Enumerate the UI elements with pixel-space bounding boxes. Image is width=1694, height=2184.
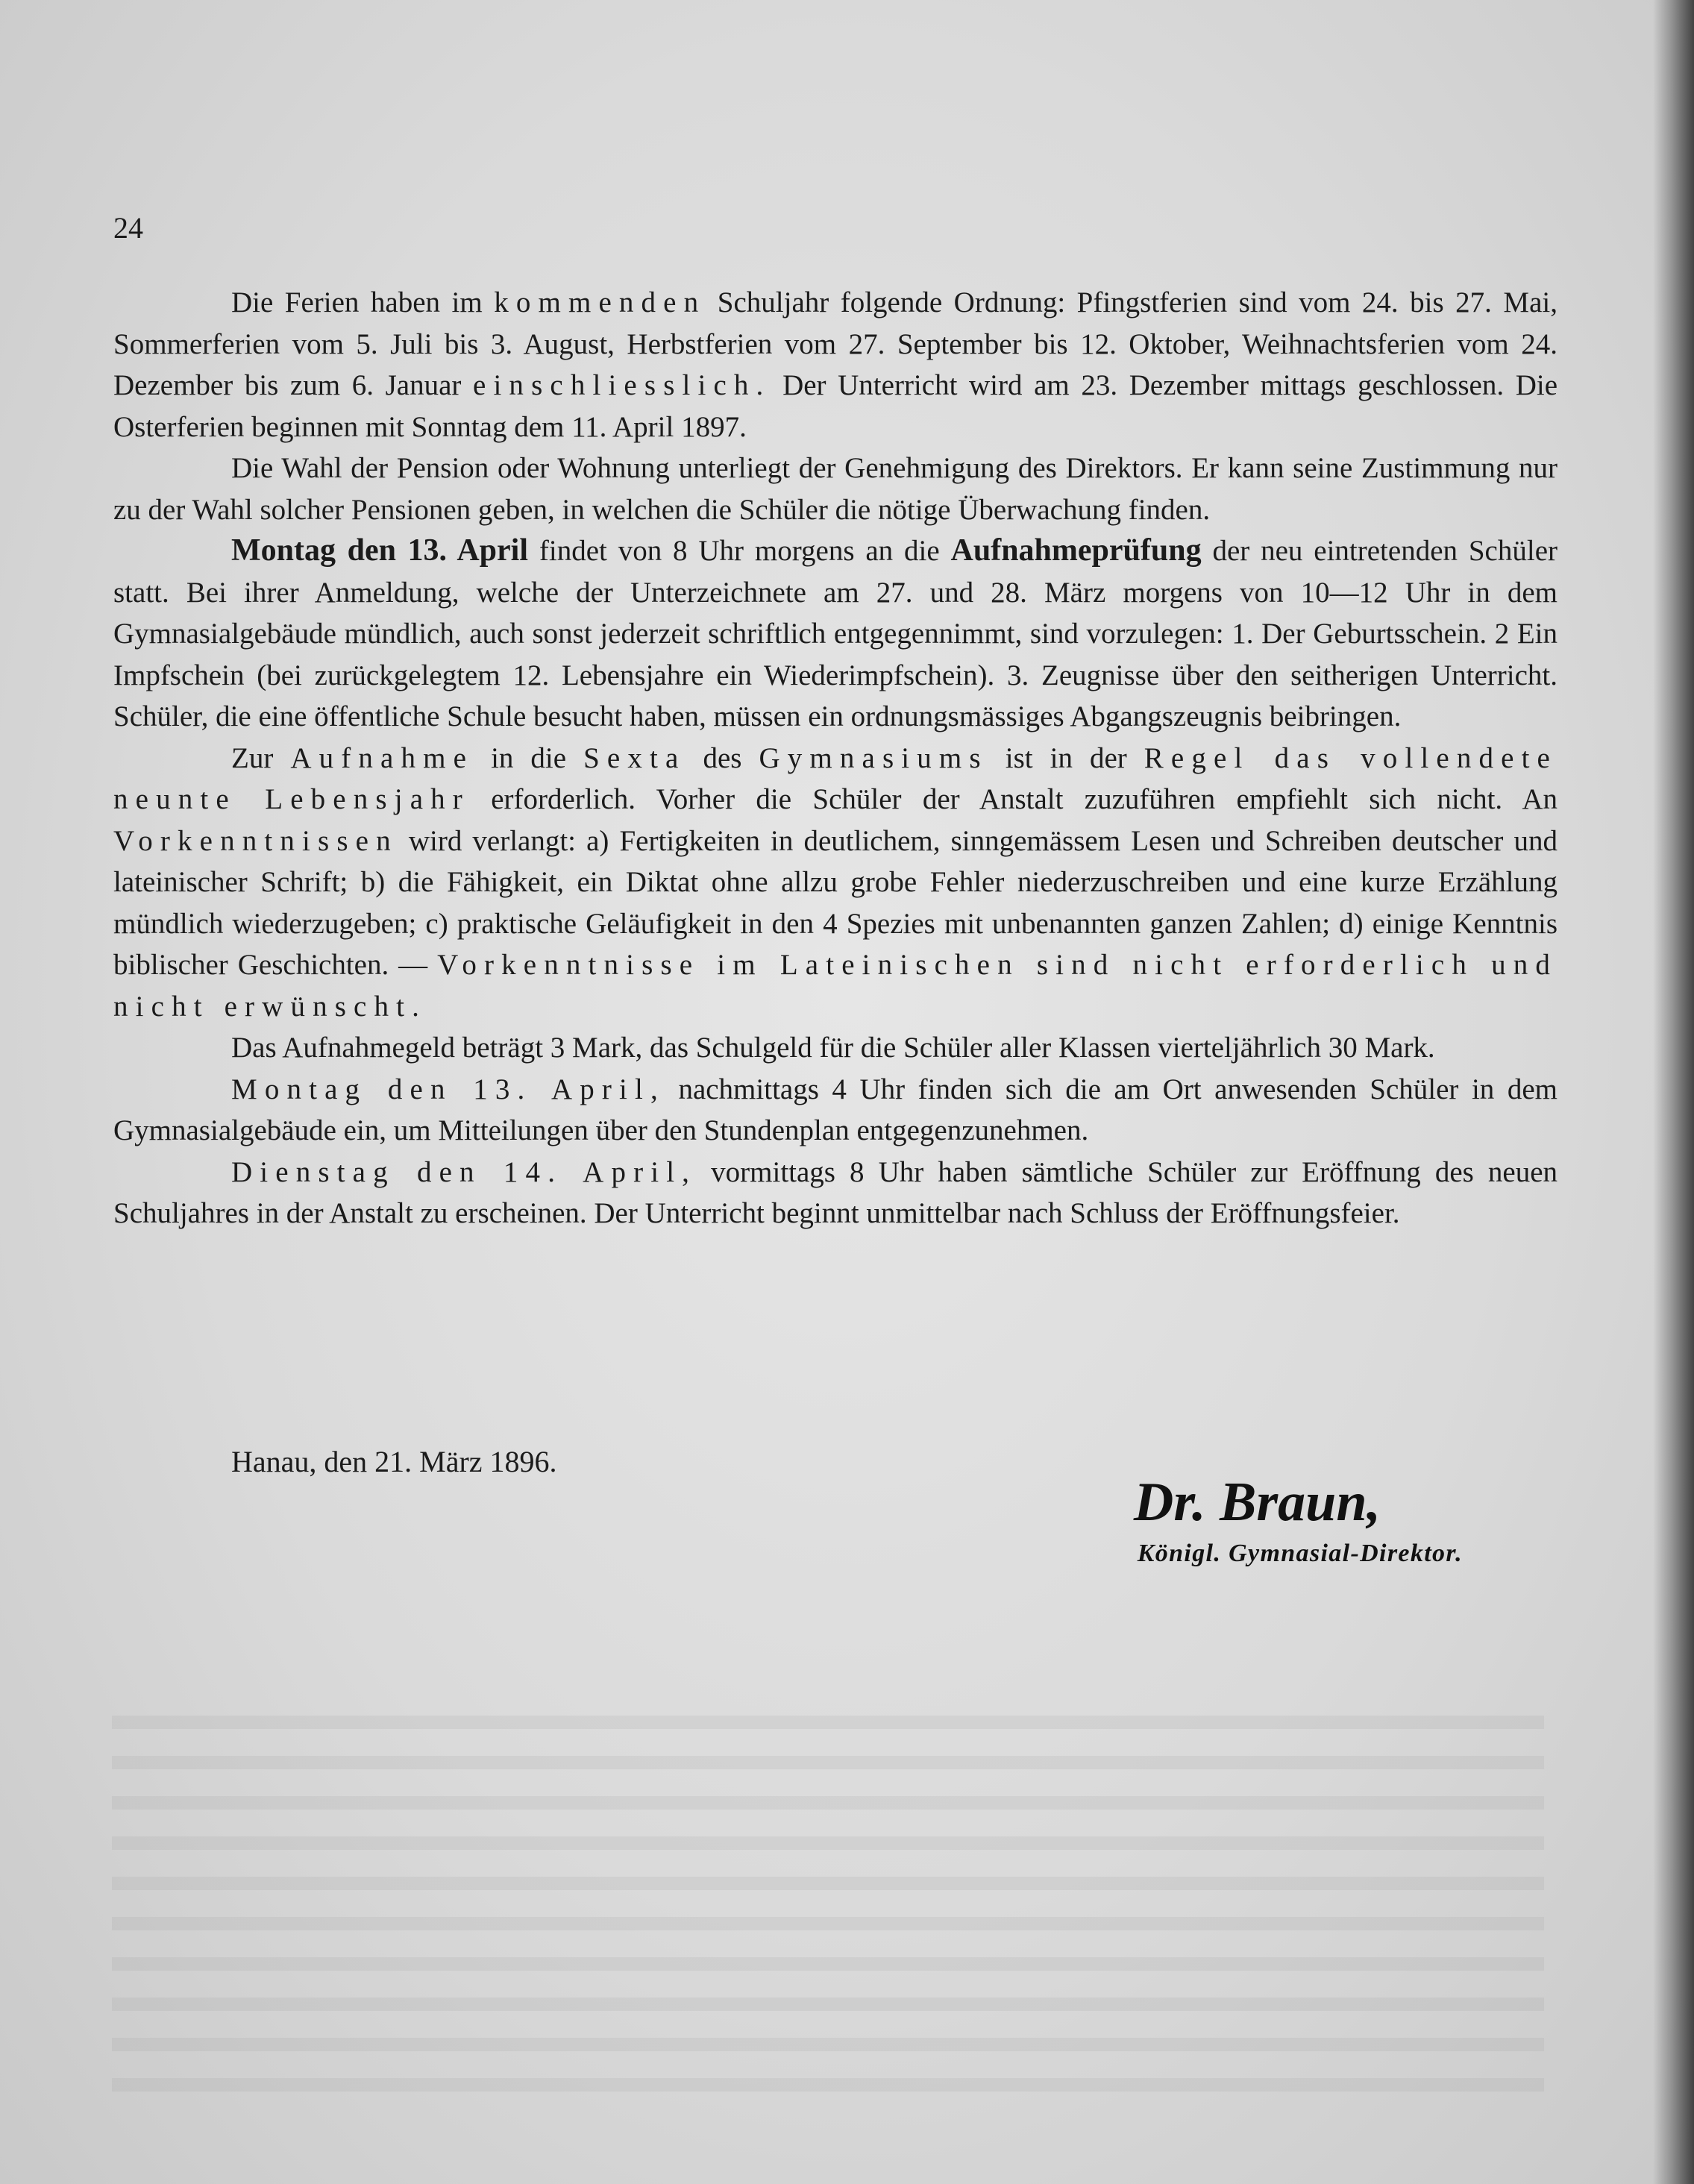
binding-shadow [1653,0,1694,2184]
paragraph-pension: Die Wahl der Pension oder Wohnung unterliegt der Genehmigung des Direktors. Er kann seine Zustimmung nur zu der Wahl solcher Pensionen geben, in welchen die Schüler die nötige Überwachung finden. [113,452,1557,526]
dateline: Hanau, den 21. März 1896. [231,1445,557,1478]
signature: Dr. Braun, [1133,1472,1381,1533]
paragraph-entrance-exam: Montag den 13. April findet von 8 Uhr morgens an die Aufnahmeprüfung der neu eintretenden Schüler statt. Bei ihrer Anmeldung, welche der Unterzeichnete am 27. und 28. März morgens von 10—12 Uhr in dem Gymnasialgebäude mündlich, auch sonst jederzeit schriftlich entgegennimmt, sind vorzulegen: 1. Der Geburtsschein. 2 Ein Impfschein (bei zurückgelegtem 12. Lebensjahre ein Wiederimpfschein). 3. Zeugnisse über den seitherigen Unterricht. Schüler, die eine öffentliche Schule besucht haben, müssen ein ordnungsmässiges Abgangszeugnis beibringen. [113,533,1557,732]
paragraph-fees: Das Aufnahmegeld beträgt 3 Mark, das Schulgeld für die Schüler aller Klassen vierteljährlich 30 Mark. [231,1032,1435,1064]
paragraph-admission-sexta: Zur Aufnahme in die Sexta des Gymnasiums ist in der Regel das vollendete neunte Lebensjahr erforderlich. Vorher die Schüler der Anstalt zuzuführen empfiehlt sich nicht. An Vorkenntnissen wird verlangt: a) Fertigkeiten in deutlichem, sinngemässem Lesen und Schreiben deutscher und lateinischer Schrift; b) die Fähigkeit, ein Diktat ohne allzu grobe Fehler niederzuschreiben und eine kurze Erzählung mündlich wiederzugeben; c) praktische Geläufigkeit in den 4 Spezies mit unbenannten ganzen Zahlen; d) einige Kenntnis biblischer Geschichten. — Vorkenntnisse im Lateinischen sind nicht erforderlich und nicht erwünscht. [113,741,1558,1023]
page-number: 24 [113,211,143,245]
signature-title: Königl. Gymnasial-Direktor. [1137,1540,1463,1567]
paragraph-holidays: Die Ferien haben im kommenden Schuljahr folgende Ordnung: Pfingstferien sind vom 24. bis 27. Mai, Sommerferien vom 5. Juli bis 3. August, Herbstferien vom 27. September bis 12. Oktober, Weihnachtsferien vom 24. Dezember bis zum 6. Januar einschliesslich. Der Unterricht wird am 23. Dezember mittags geschlossen. Die Osterferien beginnen mit Sonntag dem 11. April 1897. [113,286,1558,443]
paragraph-tuesday-opening: Dienstag den 14. April, vormittags 8 Uhr haben sämtliche Schüler zur Eröffnung des neuen Schuljahres in der Anstalt zu erscheinen. Der Unterricht beginnt unmittelbar nach Schluss der Eröffnungsfeier. [113,1155,1558,1229]
paragraph-monday-meeting: Montag den 13. April, nachmittags 4 Uhr finden sich die am Ort anwesenden Schüler in dem Gymnasialgebäude ein, um Mitteilungen über den Stundenplan entgegenzunehmen. [113,1073,1557,1146]
body-text [113,282,1557,1234]
show-through-text [112,1716,1544,2103]
